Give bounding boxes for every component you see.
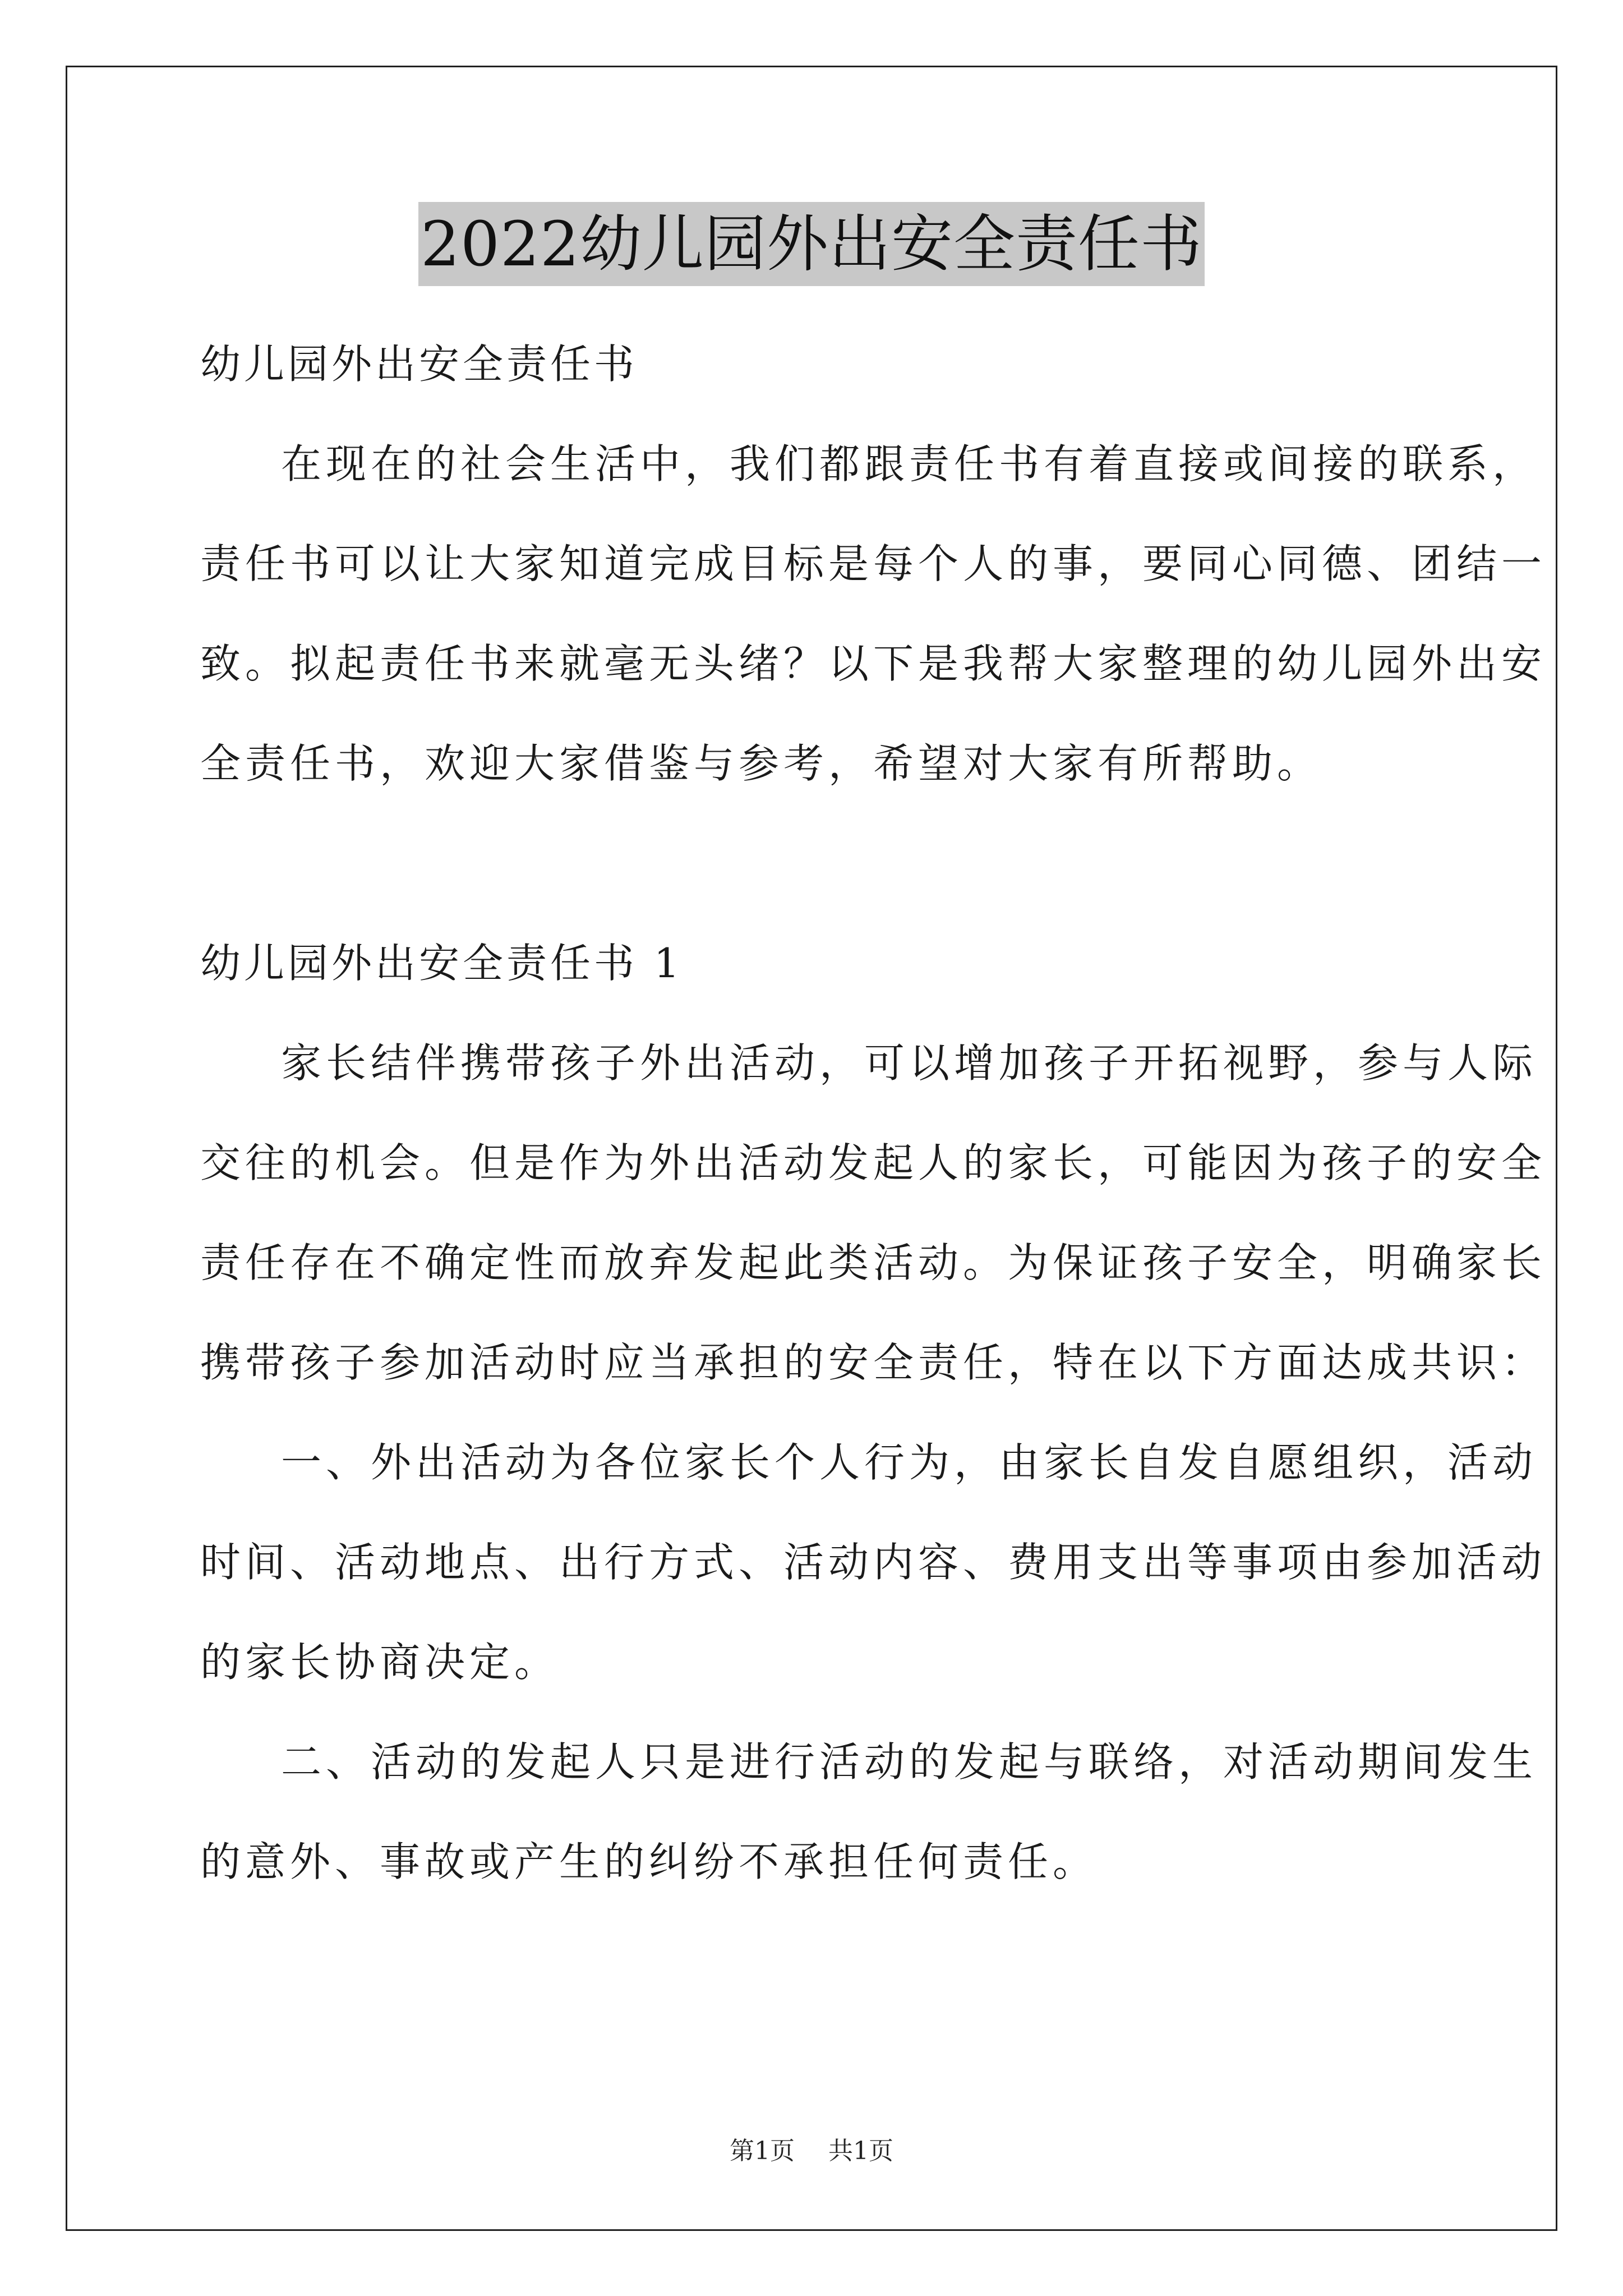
section-heading: 幼儿园外出安全责任书 1 — [200, 940, 683, 987]
paragraph-line: 二、活动的发起人只是进行活动的发起与联络，对活动期间发生 — [281, 1738, 1538, 1786]
paragraph-line: 责任书可以让大家知道完成目标是每个人的事，要同心同德、团结一 — [200, 540, 1547, 587]
intro-paragraph — [200, 414, 1547, 813]
paragraph-line: 携带孩子参加活动时应当承担的安全责任，特在以下方面达成共识： — [200, 1339, 1547, 1386]
document-title: 2022幼儿园外出安全责任书 — [418, 202, 1205, 286]
paragraph-line: 致。拟起责任书来就毫无头绪？以下是我帮大家整理的幼儿园外出安 — [200, 640, 1547, 687]
page-number-current: 第1页 — [730, 2137, 795, 2165]
paragraph-1 — [200, 1013, 1547, 1412]
title-container — [0, 202, 1623, 286]
paragraph-line: 在现在的社会生活中，我们都跟责任书有着直接或间接的联系， — [281, 440, 1538, 487]
paragraph-line: 家长结伴携带孩子外出活动，可以增加孩子开拓视野，参与人际 — [281, 1039, 1538, 1087]
paragraph-line: 时间、活动地点、出行方式、活动内容、费用支出等事项由参加活动 — [200, 1539, 1547, 1586]
blank-line — [200, 813, 1434, 913]
clause-2 — [200, 1712, 1538, 1912]
paragraph-line: 一、外出活动为各位家长个人行为，由家长自发自愿组织，活动 — [281, 1439, 1538, 1486]
paragraph-line: 的家长协商决定。 — [200, 1639, 560, 1686]
document-subtitle: 幼儿园外出安全责任书 — [200, 341, 638, 388]
paragraph-line: 全责任书，欢迎大家借鉴与参考，希望对大家有所帮助。 — [200, 740, 1322, 787]
page-number-total: 共1页 — [828, 2137, 893, 2165]
paragraph-line: 的意外、事故或产生的纠纷不承担任何责任。 — [200, 1838, 1098, 1885]
clause-1 — [200, 1412, 1547, 1712]
paragraph-line: 责任存在不确定性而放弃发起此类活动。为保证孩子安全，明确家长 — [200, 1239, 1547, 1286]
page-footer — [0, 2134, 1623, 2168]
document-body — [200, 314, 1547, 1912]
paragraph-line: 交往的机会。但是作为外出活动发起人的家长，可能因为孩子的安全 — [200, 1139, 1547, 1186]
